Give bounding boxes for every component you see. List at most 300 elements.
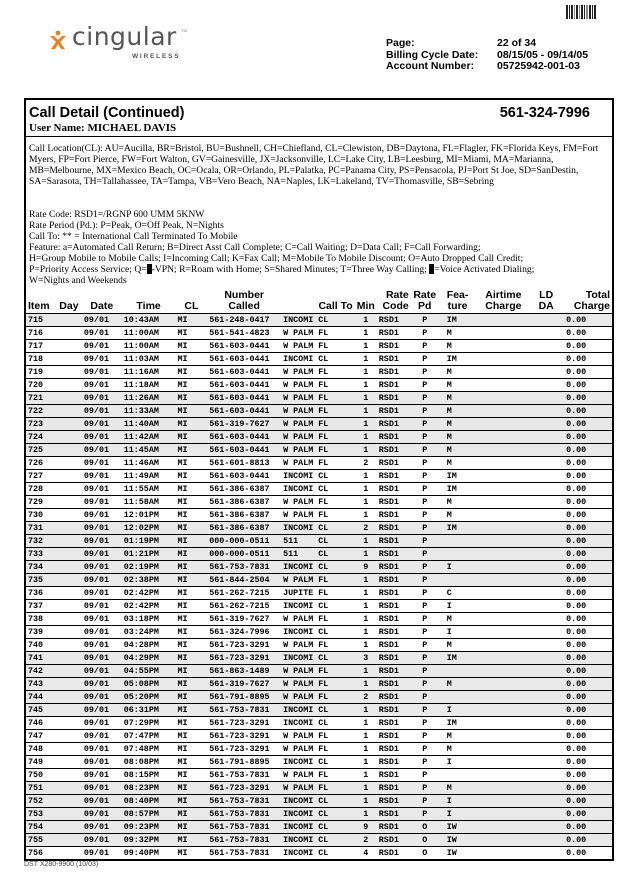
cell-date: 09/01	[82, 353, 122, 366]
cell-number: 561-603-0441	[207, 431, 281, 444]
cell-total: 0.00	[562, 444, 612, 457]
cell-cl: MI	[175, 509, 207, 522]
cell-rate-pd: P	[411, 418, 439, 431]
cell-feature: M	[439, 366, 477, 379]
cell-rate-code: RSD1	[377, 457, 411, 470]
cell-min: 1	[355, 327, 377, 340]
cell-total: 0.00	[562, 392, 612, 405]
cell-number: 561-386-6387	[207, 522, 281, 535]
cell-day	[56, 613, 82, 626]
cell-ld	[530, 717, 562, 730]
cell-date: 09/01	[82, 366, 122, 379]
cell-rate-pd: P	[411, 444, 439, 457]
cell-ld	[530, 535, 562, 548]
cell-rate-pd: P	[411, 483, 439, 496]
cell-airtime	[476, 314, 530, 327]
cell-rate-code: RSD1	[377, 444, 411, 457]
feature-legend-3	[29, 264, 609, 275]
cell-time: 09:32PM	[122, 834, 176, 847]
cell-total: 0.00	[562, 548, 612, 561]
cell-item: 716	[26, 327, 56, 340]
cell-min: 2	[355, 457, 377, 470]
cell-cl: MI	[175, 483, 207, 496]
cell-rate-code: RSD1	[377, 314, 411, 327]
cell-item: 739	[26, 626, 56, 639]
cell-rate-code: RSD1	[377, 743, 411, 756]
cell-time: 05:20PM	[122, 691, 176, 704]
cell-call-to: INCOMI CL	[281, 821, 355, 834]
cell-rate-code: RSD1	[377, 717, 411, 730]
cell-day	[56, 704, 82, 717]
table-row	[26, 340, 612, 353]
cell-call-to: INCOMI CL	[281, 717, 355, 730]
feature-legend-2: H=Group Mobile to Mobile Calls; I=Incoming Call; K=Fax Call; M=Mobile To Mobile Discount; O=Auto Dropped Call Credit;	[29, 253, 524, 264]
cell-number: 561-753-7831	[207, 769, 281, 782]
cell-feature: IM	[439, 522, 477, 535]
cell-time: 02:19PM	[122, 561, 176, 574]
cell-date: 09/01	[82, 613, 122, 626]
cell-total: 0.00	[562, 730, 612, 743]
cell-cl: MI	[175, 405, 207, 418]
cell-total: 0.00	[562, 626, 612, 639]
legend	[26, 137, 612, 286]
cell-feature	[439, 574, 477, 587]
cell-total: 0.00	[562, 821, 612, 834]
cell-number: 561-844-2504	[207, 574, 281, 587]
cell-rate-pd: P	[411, 613, 439, 626]
cell-cl: MI	[175, 782, 207, 795]
feature-legend-3a: P=Priority Access Service; Q=	[29, 264, 147, 275]
cell-ld	[530, 561, 562, 574]
cell-date: 09/01	[82, 652, 122, 665]
cell-time: 09:23PM	[122, 821, 176, 834]
cell-airtime	[476, 353, 530, 366]
cell-feature: I	[439, 808, 477, 821]
cell-cl: MI	[175, 743, 207, 756]
cell-item: 743	[26, 678, 56, 691]
cell-airtime	[476, 457, 530, 470]
cell-ld	[530, 314, 562, 327]
cell-date: 09/01	[82, 509, 122, 522]
cell-total: 0.00	[562, 340, 612, 353]
cell-min: 1	[355, 665, 377, 678]
cell-day	[56, 366, 82, 379]
cell-cl: MI	[175, 587, 207, 600]
cell-cl: MI	[175, 535, 207, 548]
table-row	[26, 548, 612, 561]
cell-min: 1	[355, 639, 377, 652]
cell-day	[56, 652, 82, 665]
cell-rate-pd: P	[411, 561, 439, 574]
cell-ld	[530, 522, 562, 535]
cell-min: 1	[355, 483, 377, 496]
cell-time: 11:00AM	[122, 327, 176, 340]
cell-feature: IM	[439, 470, 477, 483]
cell-item: 732	[26, 535, 56, 548]
cell-number: 561-386-6387	[207, 509, 281, 522]
cell-number: 561-262-7215	[207, 587, 281, 600]
cell-item: 750	[26, 769, 56, 782]
call-detail-table	[26, 290, 612, 859]
cell-cl: MI	[175, 353, 207, 366]
table-row	[26, 496, 612, 509]
cell-number: 561-723-3291	[207, 639, 281, 652]
cell-time: 11:45AM	[122, 444, 176, 457]
cell-time: 04:28PM	[122, 639, 176, 652]
cell-number: 561-753-7831	[207, 704, 281, 717]
cell-call-to: INCOMI CL	[281, 704, 355, 717]
cell-time: 11:03AM	[122, 353, 176, 366]
cell-rate-pd: P	[411, 600, 439, 613]
cell-item: 721	[26, 392, 56, 405]
cell-day	[56, 392, 82, 405]
cell-airtime	[476, 574, 530, 587]
cell-rate-code: RSD1	[377, 782, 411, 795]
cell-number: 561-319-7627	[207, 418, 281, 431]
cell-feature: I	[439, 561, 477, 574]
col-item: Item	[28, 300, 50, 312]
cell-feature: M	[439, 639, 477, 652]
cell-day	[56, 522, 82, 535]
cell-date: 09/01	[82, 782, 122, 795]
table-row	[26, 574, 612, 587]
cell-day	[56, 548, 82, 561]
cell-cl: MI	[175, 366, 207, 379]
cell-feature: M	[439, 379, 477, 392]
cell-airtime	[476, 704, 530, 717]
cell-item: 715	[26, 314, 56, 327]
cell-day	[56, 821, 82, 834]
cell-total: 0.00	[562, 756, 612, 769]
cell-item: 733	[26, 548, 56, 561]
form-code: DST X280-9900 (10/03)	[24, 861, 99, 868]
brand-trademark: TM	[181, 28, 187, 33]
cell-rate-code: RSD1	[377, 626, 411, 639]
cell-day	[56, 353, 82, 366]
cell-date: 09/01	[82, 470, 122, 483]
cell-cl: MI	[175, 613, 207, 626]
table-row	[26, 587, 612, 600]
cell-total: 0.00	[562, 535, 612, 548]
cell-feature: M	[439, 678, 477, 691]
cell-time: 11:55AM	[122, 483, 176, 496]
cell-rate-pd: P	[411, 314, 439, 327]
cell-cl: MI	[175, 600, 207, 613]
cell-time: 05:08PM	[122, 678, 176, 691]
cell-cl: MI	[175, 327, 207, 340]
cell-feature: I	[439, 795, 477, 808]
col-rate-code: Rate Code	[382, 289, 409, 312]
cell-item: 755	[26, 834, 56, 847]
cell-call-to: W PALM FL	[281, 340, 355, 353]
col-time: Time	[136, 300, 161, 312]
cell-item: 728	[26, 483, 56, 496]
cell-rate-code: RSD1	[377, 756, 411, 769]
cell-call-to: INCOMI CL	[281, 795, 355, 808]
cell-airtime	[476, 392, 530, 405]
cell-ld	[530, 626, 562, 639]
cell-rate-code: RSD1	[377, 483, 411, 496]
cell-total: 0.00	[562, 470, 612, 483]
cell-call-to: W PALM FL	[281, 730, 355, 743]
cell-rate-code: RSD1	[377, 678, 411, 691]
cell-day	[56, 535, 82, 548]
cell-total: 0.00	[562, 587, 612, 600]
cell-rate-pd: P	[411, 535, 439, 548]
cell-item: 717	[26, 340, 56, 353]
cell-ld	[530, 392, 562, 405]
cell-ld	[530, 496, 562, 509]
cell-total: 0.00	[562, 847, 612, 860]
cell-total: 0.00	[562, 431, 612, 444]
cell-call-to: W PALM FL	[281, 665, 355, 678]
cell-day	[56, 600, 82, 613]
cell-item: 746	[26, 717, 56, 730]
cell-date: 09/01	[82, 444, 122, 457]
cell-rate-code: RSD1	[377, 392, 411, 405]
cell-total: 0.00	[562, 652, 612, 665]
cell-total: 0.00	[562, 483, 612, 496]
table-row	[26, 470, 612, 483]
cell-cl: MI	[175, 808, 207, 821]
cell-airtime	[476, 509, 530, 522]
cell-rate-code: RSD1	[377, 769, 411, 782]
cell-rate-pd: P	[411, 353, 439, 366]
table-row	[26, 522, 612, 535]
table-row	[26, 418, 612, 431]
cell-day	[56, 470, 82, 483]
cell-ld	[530, 808, 562, 821]
cell-min: 1	[355, 600, 377, 613]
cell-time: 11:46AM	[122, 457, 176, 470]
cell-min: 1	[355, 509, 377, 522]
cell-feature: IM	[439, 483, 477, 496]
cell-cl: MI	[175, 834, 207, 847]
cell-min: 1	[355, 418, 377, 431]
cell-date: 09/01	[82, 418, 122, 431]
col-number-called: Number Called	[224, 289, 265, 312]
cell-min: 1	[355, 678, 377, 691]
table-row	[26, 405, 612, 418]
cell-ld	[530, 652, 562, 665]
cell-time: 08:57PM	[122, 808, 176, 821]
table-row	[26, 769, 612, 782]
cell-feature: IM	[439, 717, 477, 730]
table-row	[26, 353, 612, 366]
cell-call-to: INCOMI CL	[281, 561, 355, 574]
table-row	[26, 327, 612, 340]
cell-time: 11:33AM	[122, 405, 176, 418]
cell-ld	[530, 548, 562, 561]
cell-item: 730	[26, 509, 56, 522]
table-row	[26, 704, 612, 717]
cell-rate-code: RSD1	[377, 587, 411, 600]
cell-cl: MI	[175, 665, 207, 678]
cell-ld	[530, 366, 562, 379]
cell-min: 1	[355, 613, 377, 626]
cell-min: 1	[355, 496, 377, 509]
cell-date: 09/01	[82, 600, 122, 613]
cell-total: 0.00	[562, 600, 612, 613]
cell-rate-code: RSD1	[377, 561, 411, 574]
cell-min: 1	[355, 795, 377, 808]
cell-number: 561-603-0441	[207, 444, 281, 457]
cell-cl: MI	[175, 418, 207, 431]
cell-min: 1	[355, 431, 377, 444]
cell-airtime	[476, 444, 530, 457]
cell-feature: M	[439, 509, 477, 522]
cell-airtime	[476, 548, 530, 561]
cell-number: 561-603-0441	[207, 340, 281, 353]
cell-item: 742	[26, 665, 56, 678]
cell-min: 1	[355, 626, 377, 639]
cell-call-to: W PALM FL	[281, 431, 355, 444]
cell-number: 561-753-7831	[207, 834, 281, 847]
table-row	[26, 665, 612, 678]
cell-call-to: INCOMI CL	[281, 834, 355, 847]
cell-date: 09/01	[82, 327, 122, 340]
col-min: Min	[356, 300, 375, 312]
cell-call-to: W PALM FL	[281, 691, 355, 704]
cell-item: 752	[26, 795, 56, 808]
cell-ld	[530, 847, 562, 860]
cell-airtime	[476, 821, 530, 834]
cell-rate-pd: P	[411, 431, 439, 444]
cell-min: 1	[355, 743, 377, 756]
col-call-to: Call To	[318, 300, 353, 312]
cell-total: 0.00	[562, 717, 612, 730]
cell-item: 736	[26, 587, 56, 600]
cell-ld	[530, 340, 562, 353]
table-row	[26, 314, 612, 327]
table-row	[26, 561, 612, 574]
cell-item: 751	[26, 782, 56, 795]
table-row	[26, 535, 612, 548]
cell-day	[56, 626, 82, 639]
cell-ld	[530, 600, 562, 613]
cell-call-to: W PALM FL	[281, 613, 355, 626]
cell-min: 9	[355, 821, 377, 834]
cell-ld	[530, 431, 562, 444]
cell-date: 09/01	[82, 340, 122, 353]
cell-cl: MI	[175, 652, 207, 665]
cell-airtime	[476, 639, 530, 652]
cell-time: 07:47PM	[122, 730, 176, 743]
cell-total: 0.00	[562, 769, 612, 782]
cell-rate-pd: P	[411, 574, 439, 587]
cell-total: 0.00	[562, 379, 612, 392]
cell-call-to: INCOMI CL	[281, 847, 355, 860]
cell-ld	[530, 691, 562, 704]
cell-airtime	[476, 717, 530, 730]
cell-cl: MI	[175, 730, 207, 743]
cell-time: 12:02PM	[122, 522, 176, 535]
cell-feature: M	[439, 327, 477, 340]
cell-ld	[530, 821, 562, 834]
table-row	[26, 652, 612, 665]
cell-min: 1	[355, 548, 377, 561]
cell-number: 561-753-7831	[207, 561, 281, 574]
account-number-value: 05725942-001-03	[497, 60, 580, 72]
cell-min: 2	[355, 834, 377, 847]
cell-airtime	[476, 366, 530, 379]
cell-airtime	[476, 327, 530, 340]
table-row	[26, 392, 612, 405]
cell-total: 0.00	[562, 561, 612, 574]
cell-rate-pd: P	[411, 652, 439, 665]
cell-day	[56, 730, 82, 743]
cell-item: 720	[26, 379, 56, 392]
cell-call-to: JUPITE FL	[281, 587, 355, 600]
col-airtime-charge: Airtime Charge	[485, 289, 522, 312]
col-ld-da: LD DA	[538, 289, 554, 312]
cell-min: 3	[355, 652, 377, 665]
cell-call-to: 511 CL	[281, 535, 355, 548]
cell-rate-code: RSD1	[377, 418, 411, 431]
cell-call-to: INCOMI CL	[281, 808, 355, 821]
cell-date: 09/01	[82, 795, 122, 808]
cell-airtime	[476, 782, 530, 795]
cell-day	[56, 639, 82, 652]
cell-call-to: W PALM FL	[281, 392, 355, 405]
cell-min: 2	[355, 522, 377, 535]
cell-rate-pd: O	[411, 834, 439, 847]
cell-feature: IM	[439, 652, 477, 665]
cell-item: 741	[26, 652, 56, 665]
cell-airtime	[476, 405, 530, 418]
cell-item: 725	[26, 444, 56, 457]
cell-ld	[530, 782, 562, 795]
cell-cl: MI	[175, 457, 207, 470]
cell-total: 0.00	[562, 353, 612, 366]
cell-time: 08:40PM	[122, 795, 176, 808]
cell-feature: IM	[439, 353, 477, 366]
cell-ld	[530, 743, 562, 756]
cell-ld	[530, 418, 562, 431]
table-row	[26, 795, 612, 808]
cell-min: 1	[355, 353, 377, 366]
cell-call-to: INCOMI CL	[281, 353, 355, 366]
table-row	[26, 678, 612, 691]
cell-feature: M	[439, 392, 477, 405]
cell-rate-code: RSD1	[377, 574, 411, 587]
cell-number: 561-603-0441	[207, 392, 281, 405]
cell-ld	[530, 470, 562, 483]
cell-call-to: W PALM FL	[281, 496, 355, 509]
cell-airtime	[476, 691, 530, 704]
cell-rate-pd: P	[411, 795, 439, 808]
cell-item: 723	[26, 418, 56, 431]
cell-rate-code: RSD1	[377, 548, 411, 561]
cell-airtime	[476, 613, 530, 626]
cell-date: 09/01	[82, 457, 122, 470]
table-row	[26, 691, 612, 704]
cell-ld	[530, 704, 562, 717]
cell-airtime	[476, 756, 530, 769]
brand-name: cingular	[72, 22, 177, 51]
cell-min: 1	[355, 535, 377, 548]
cell-rate-pd: O	[411, 847, 439, 860]
cell-call-to: W PALM FL	[281, 418, 355, 431]
cell-rate-code: RSD1	[377, 366, 411, 379]
cell-number: 561-723-3291	[207, 717, 281, 730]
cell-time: 11:58AM	[122, 496, 176, 509]
cell-day	[56, 574, 82, 587]
table-body	[26, 314, 612, 860]
col-rate-pd: Rate Pd	[413, 289, 437, 312]
cell-feature: IW	[439, 821, 477, 834]
cell-airtime	[476, 431, 530, 444]
